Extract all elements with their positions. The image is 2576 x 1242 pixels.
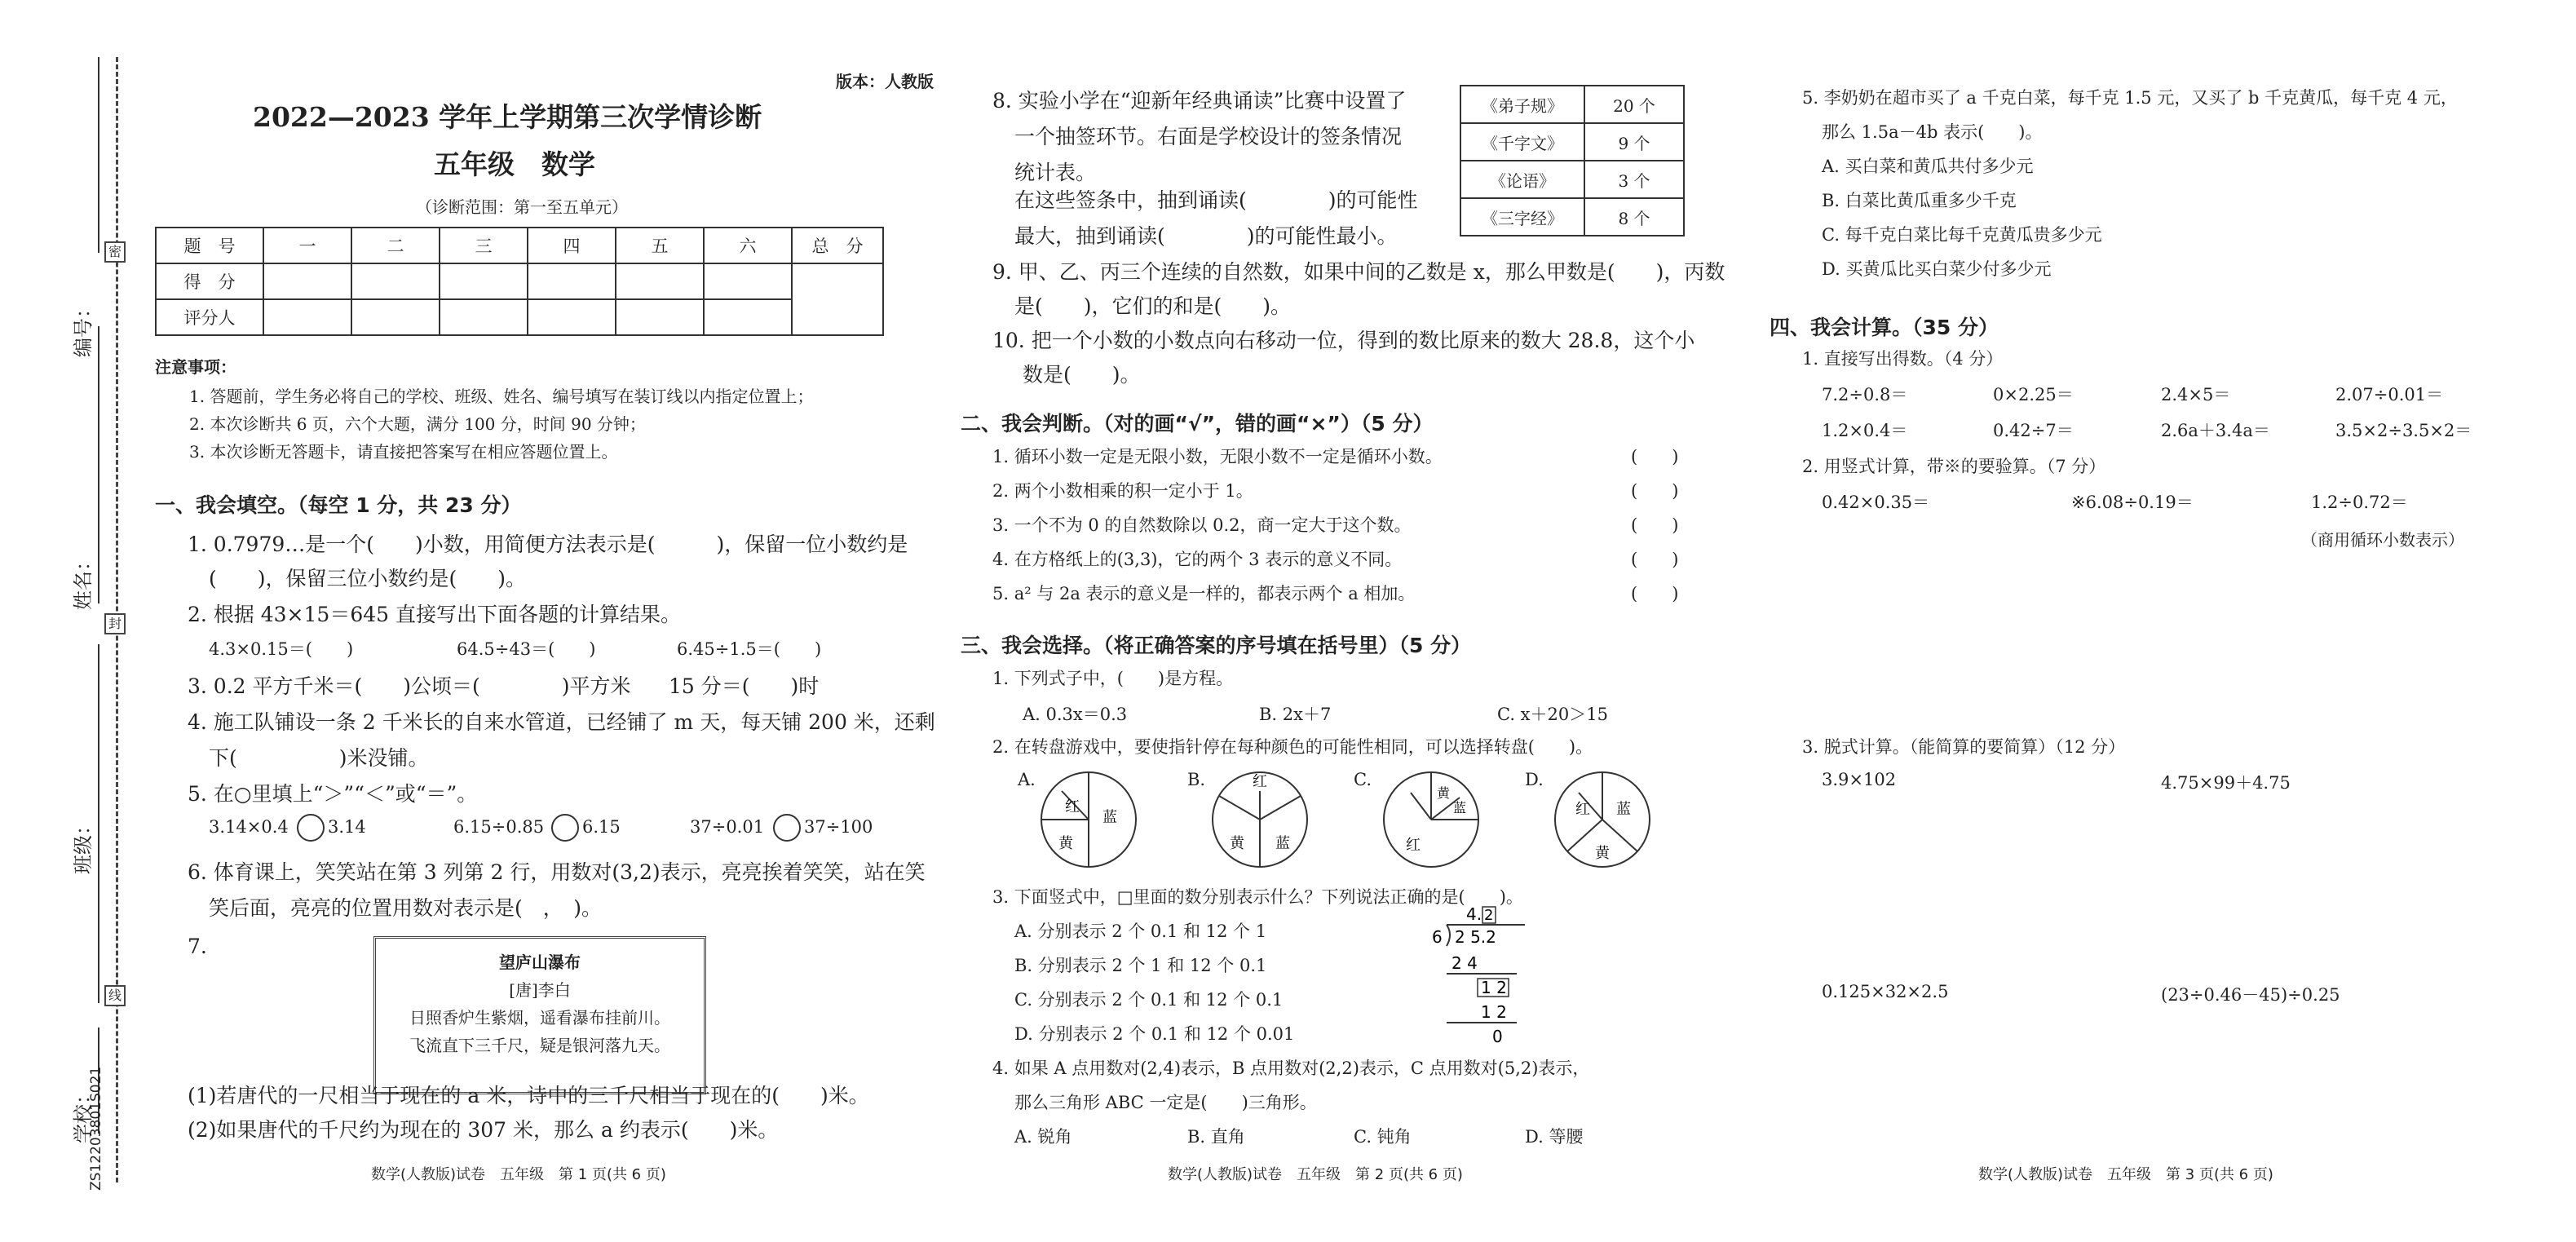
q5-left: 6.15÷0.85 [453, 817, 545, 837]
table-header: 五 [616, 228, 704, 263]
calc-item: 2.6a＋3.4a＝ [2161, 421, 2270, 440]
table-row-label: 得 分 [156, 263, 263, 299]
quotient-digit: 4. [1466, 904, 1482, 924]
notes-title: 注意事项： [155, 357, 236, 377]
poem-line: 日照香炉生紫烟，遥看瀑布挂前川。 [409, 1008, 670, 1028]
class-label: 班级： [72, 815, 95, 874]
poem-box [373, 936, 706, 1094]
book-count: 8 个 [1584, 198, 1684, 236]
grader-cell[interactable] [528, 299, 616, 335]
step-product: 2 4 [1451, 953, 1478, 973]
calc-item: ※6.08÷0.19＝ [2071, 493, 2194, 512]
score-cell[interactable] [263, 263, 351, 299]
book-name: 《弟子规》 [1460, 86, 1584, 123]
q5-right: 3.14 [328, 817, 366, 837]
choice-2-stem: 2. 在转盘游戏中，要使指针停在每种颜色的可能性相同，可以选择转盘( )。 [992, 737, 1593, 757]
poem-line: 飞流直下三千尺，疑是银河落九天。 [409, 1036, 670, 1055]
spinner-letter: D. [1525, 770, 1544, 789]
choice-option: C. 每千克白菜比每千克黄瓜贵多少元 [1822, 225, 2102, 245]
seal-xian: 线 [104, 985, 126, 1006]
spinner-a[interactable] [1036, 767, 1142, 873]
q8-line: 8. 实验小学在“迎新年经典诵读”比赛中设置了 [992, 89, 1407, 113]
q4-line2: 下( )米没铺。 [209, 746, 429, 770]
table-header: 题 号 [156, 228, 263, 263]
calc-item: 2.4×5＝ [2161, 385, 2231, 404]
choice-option: A. 0.3x＝0.3 [1023, 705, 1128, 724]
final-remainder: 0 [1492, 1027, 1503, 1046]
q2-item: 64.5÷43＝( ) [457, 639, 596, 659]
q7-sub2: (2)如果唐代的千尺约为现在的 307 米，那么 a 约表示( )米。 [188, 1118, 779, 1142]
grader-cell[interactable] [351, 299, 440, 335]
choice-option: D. 等腰 [1525, 1127, 1584, 1147]
choice-option: D. 分别表示 2 个 0.1 和 12 个 0.01 [1014, 1024, 1295, 1044]
class-write-line [98, 644, 99, 1003]
table-header: 一 [263, 228, 351, 263]
q4-line1: 4. 施工队铺设一条 2 千米长的自来水管道，已经铺了 m 天，每天铺 200 米，还剩 [188, 710, 935, 734]
q8-line: 最大，抽到诵读( )的可能性最小。 [1014, 224, 1398, 248]
spinner-label: 蓝 [1275, 835, 1290, 852]
calc-item: 3.5×2÷3.5×2＝ [2335, 421, 2472, 440]
book-name: 《论语》 [1460, 161, 1584, 198]
name-label: 姓名： [72, 551, 95, 610]
q8-line: 统计表。 [1014, 161, 1097, 184]
q9-line1: 9. 甲、乙、丙三个连续的自然数，如果中间的乙数是 x，那么甲数是( )，丙数 [992, 260, 1725, 284]
name-write-line [98, 326, 99, 603]
judge-item: 3. 一个不为 0 的自然数除以 0.2，商一定大于这个数。 [992, 515, 1412, 535]
choice-option: A. 分别表示 2 个 0.1 和 12 个 1 [1014, 922, 1267, 941]
section-2-title: 二、我会判断。（对的画“√”，错的画“×”）（5 分） [961, 412, 1434, 435]
spinner-label: 红 [1065, 798, 1080, 815]
judge-item: 5. a² 与 2a 表示的意义是一样的，都表示两个 a 相加。 [992, 584, 1416, 603]
book-count: 20 个 [1584, 86, 1684, 123]
choice-option: B. 分别表示 2 个 1 和 12 个 0.1 [1014, 956, 1267, 975]
q9-line2: 是( )，它们的和是( )。 [1014, 294, 1292, 318]
q5-left: 3.14×0.4 [209, 817, 289, 837]
q6-line2: 笑后面，亮亮的位置用数对表示是( ， )。 [209, 896, 603, 920]
version-label: 版本：人教版 [836, 72, 934, 91]
judge-answer-paren[interactable]: ( ) [1631, 584, 1679, 603]
judge-answer-paren[interactable]: ( ) [1631, 481, 1679, 501]
spinner-label: 蓝 [1453, 800, 1467, 815]
q8-line: 在这些签条中，抽到诵读( )的可能性 [1014, 188, 1418, 212]
table-header: 四 [528, 228, 616, 263]
grader-cell[interactable] [440, 299, 528, 335]
score-table [155, 227, 884, 336]
judge-item: 2. 两个小数相乘的积一定小于 1。 [992, 481, 1253, 501]
choice-4-line1: 4. 如果 A 点用数对(2,4)表示，B 点用数对(2,2)表示，C 点用数对(5,2)表示， [992, 1059, 1590, 1078]
book-count: 3 个 [1584, 161, 1684, 198]
exam-scope: （诊断范围：第一至五单元） [416, 197, 628, 217]
page1-footer: 数学(人教版)试卷 五年级 第 1 页(共 6 页) [371, 1166, 666, 1183]
choice-option: A. 锐角 [1014, 1127, 1072, 1147]
table-header: 总 分 [792, 228, 883, 263]
table-header: 六 [704, 228, 792, 263]
step-product: 1 2 [1481, 1002, 1507, 1022]
choice-option: C. x＋20＞15 [1497, 705, 1608, 724]
note-item: 1. 答题前，学生务必将自己的学校、班级、姓名、编号填写在装订线以内指定位置上； [189, 387, 814, 406]
spinner-label: 黄 [1437, 785, 1451, 801]
spinner-letter: C. [1354, 770, 1372, 789]
remainder-box-digits: 1 2 [1481, 978, 1507, 997]
q10-line2: 数是( )。 [1023, 363, 1141, 387]
spinner-label: 黄 [1595, 845, 1610, 862]
q3-part2: 15 分＝( )时 [669, 674, 820, 698]
q2-item: 4.3×0.15＝( ) [209, 639, 354, 659]
calc-item: 0.42÷7＝ [1993, 421, 2074, 440]
judge-item: 1. 循环小数一定是无限小数，无限小数不一定是循环小数。 [992, 447, 1443, 466]
score-cell[interactable] [704, 263, 792, 299]
q1-line2: ( )，保留三位小数约是( )。 [209, 567, 527, 590]
choice-5-line2: 那么 1.5a－4b 表示( )。 [1822, 122, 2043, 142]
draw-stats-table [1460, 85, 1685, 236]
id-write-line [98, 57, 99, 253]
book-count: 9 个 [1584, 123, 1684, 161]
q8-line: 一个抽签环节。右面是学校设计的签条情况 [1014, 125, 1403, 148]
choice-1-stem: 1. 下列式子中，( )是方程。 [992, 669, 1234, 688]
divisor: 6 [1432, 927, 1443, 947]
q7-number: 7. [188, 935, 207, 958]
table-header: 二 [351, 228, 440, 263]
choice-option: A. 买白菜和黄瓜共付多少元 [1822, 157, 2034, 176]
score-cell[interactable] [440, 263, 528, 299]
book-name: 《千字文》 [1460, 123, 1584, 161]
seal-feng: 封 [104, 613, 126, 634]
dividend: 2 5.2 [1455, 927, 1496, 947]
q5-right: 6.15 [582, 817, 621, 837]
q7-sub1: (1)若唐代的一尺相当于现在的 a 米，诗中的三千尺相当于现在的( )米。 [188, 1084, 869, 1107]
judge-answer-paren[interactable]: ( ) [1631, 550, 1679, 569]
spinner-letter: B. [1187, 770, 1206, 789]
quotient-box-digit: 2 [1484, 907, 1494, 924]
section-3-title: 三、我会选择。（将正确答案的序号填在括号里）（5 分） [961, 634, 1472, 657]
id-label: 编号： [72, 298, 95, 357]
exam-subtitle: 五年级 数学 [434, 148, 595, 180]
exam-code: ZS12203801S021 [88, 1066, 104, 1191]
total-score-cell[interactable] [792, 263, 883, 335]
choice-option: C. 钝角 [1354, 1127, 1412, 1147]
calc-item: 7.2÷0.8＝ [1822, 385, 1908, 404]
spinner-letter: A. [1018, 770, 1036, 789]
choice-3-stem: 3. 下面竖式中，□里面的数分别表示什么？下列说法正确的是( )。 [992, 887, 1523, 907]
section-4-title: 四、我会计算。（35 分） [1770, 316, 1999, 339]
calc-item: 1.2÷0.72＝ [2311, 493, 2408, 512]
spinner-d[interactable] [1549, 767, 1655, 873]
calc-1-stem: 1. 直接写出得数。（4 分） [1802, 349, 2004, 369]
compare-circle[interactable] [551, 814, 579, 842]
spinner-label: 黄 [1230, 835, 1244, 852]
choice-option: B. 直角 [1187, 1127, 1245, 1147]
score-cell[interactable] [616, 263, 704, 299]
calc-item: 4.75×99＋4.75 [2161, 773, 2291, 793]
calc-item: 1.2×0.4＝ [1822, 421, 1908, 440]
calc-note: （商用循环小数表示） [2301, 530, 2464, 550]
judge-item: 4. 在方格纸上的(3,3)，它的两个 3 表示的意义不同。 [992, 550, 1403, 569]
spinner-label: 红 [1575, 801, 1590, 818]
choice-option: D. 买黄瓜比买白菜少付多少元 [1822, 259, 2052, 279]
grader-cell[interactable] [263, 299, 351, 335]
score-cell[interactable] [351, 263, 440, 299]
long-division-figure [1419, 902, 1541, 1057]
note-item: 3. 本次诊断无答题卡，请直接把答案写在相应答题位置上。 [189, 442, 618, 462]
school-label: 学校： [72, 1085, 95, 1143]
poem-author: [唐]李白 [509, 980, 571, 1000]
q2-item: 6.45÷1.5＝( ) [677, 639, 822, 659]
score-cell[interactable] [528, 263, 616, 299]
calc-3-stem: 3. 脱式计算。（能简算的要简算）（12 分） [1802, 737, 2126, 757]
section-1-title: 一、我会填空。（每空 1 分，共 23 分） [155, 493, 522, 517]
compare-circle[interactable] [297, 814, 325, 842]
compare-circle[interactable] [773, 814, 801, 842]
choice-option: B. 白菜比黄瓜重多少千克 [1822, 191, 2017, 210]
choice-option: B. 2x＋7 [1259, 705, 1332, 724]
q6-line1: 6. 体育课上，笑笑站在第 3 列第 2 行，用数对(3,2)表示，亮亮挨着笑笑，站在笑 [188, 860, 926, 884]
judge-answer-paren[interactable]: ( ) [1631, 515, 1679, 535]
q3-part1: 3. 0.2 平方千米＝( )公顷＝( )平方米 [188, 674, 631, 698]
note-item: 2. 本次诊断共 6 页，六个大题，满分 100 分，时间 90 分钟； [189, 414, 646, 434]
q1-line1: 1. 0.7979…是一个( )小数，用简便方法表示是( )，保留一位小数约是 [188, 533, 908, 556]
choice-5-line1: 5. 李奶奶在超市买了 a 千克白菜，每千克 1.5 元，又买了 b 千克黄瓜，每千克 4 元， [1802, 88, 2458, 108]
page3-footer: 数学(人教版)试卷 五年级 第 3 页(共 6 页) [1978, 1166, 2273, 1183]
table-header: 三 [440, 228, 528, 263]
spinner-label: 蓝 [1616, 801, 1631, 818]
seal-mi: 密 [104, 241, 126, 263]
calc-2-stem: 2. 用竖式计算，带※的要验算。（7 分） [1802, 457, 2106, 476]
calc-item: (23÷0.46－45)÷0.25 [2161, 985, 2340, 1005]
q10-line1: 10. 把一个小数的小数点向右移动一位，得到的数比原来的数大 28.8，这个小 [992, 329, 1695, 352]
exam-title: 2022—2023 学年上学期第三次学情诊断 [253, 101, 762, 133]
choice-4-line2: 那么三角形 ABC 一定是( )三角形。 [1014, 1093, 1317, 1112]
q5-stem: 5. 在○里填上“＞”“＜”或“＝”。 [188, 782, 478, 806]
page2-footer: 数学(人教版)试卷 五年级 第 2 页(共 6 页) [1168, 1166, 1463, 1183]
q5-right: 37÷100 [804, 817, 873, 837]
spinner-b[interactable] [1207, 767, 1313, 873]
spinner-label: 蓝 [1102, 809, 1117, 826]
q5-left: 37÷0.01 [690, 817, 765, 837]
poem-title: 望庐山瀑布 [499, 952, 581, 972]
q2-stem: 2. 根据 43×15＝645 直接写出下面各题的计算结果。 [188, 603, 681, 626]
grader-cell[interactable] [616, 299, 704, 335]
grader-cell[interactable] [704, 299, 792, 335]
spinner-label: 红 [1406, 837, 1421, 854]
calc-item: 0.42×0.35＝ [1822, 493, 1930, 512]
calc-item: 2.07÷0.01＝ [2335, 385, 2444, 404]
choice-option: C. 分别表示 2 个 0.1 和 12 个 0.1 [1014, 990, 1284, 1010]
spinner-label: 黄 [1058, 835, 1073, 852]
spinner-label: 红 [1253, 773, 1267, 790]
judge-answer-paren[interactable]: ( ) [1631, 447, 1679, 466]
book-name: 《三字经》 [1460, 198, 1584, 236]
table-row-label: 评分人 [156, 299, 263, 335]
spinner-c[interactable] [1378, 767, 1484, 873]
calc-item: 0×2.25＝ [1993, 385, 2074, 404]
calc-item: 0.125×32×2.5 [1822, 982, 1949, 1001]
calc-item: 3.9×102 [1822, 770, 1897, 789]
